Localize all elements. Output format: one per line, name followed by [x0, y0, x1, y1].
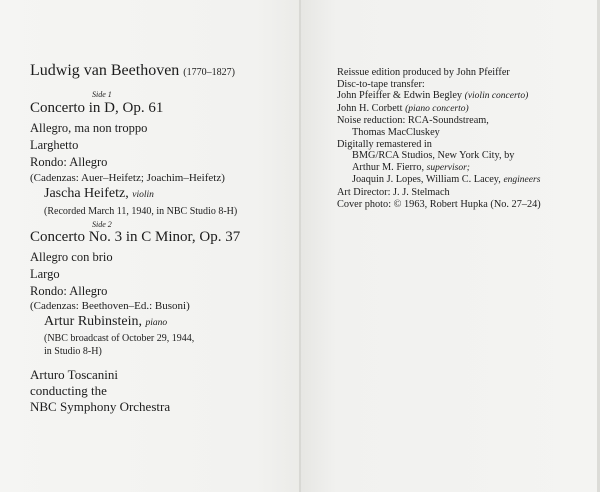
work-1-title: Concerto in D, Op. 61 [30, 100, 164, 116]
work-2-soloist [44, 314, 167, 330]
work-2-movement-3: Rondo: Allegro [30, 284, 108, 298]
credit-transfer-1 [337, 90, 587, 103]
credit-names: John Pfeiffer & Edwin Begley [337, 90, 463, 102]
conducting-text: conducting the [30, 383, 107, 398]
work-1-movement-2: Larghetto [30, 138, 79, 152]
credit-transfer-heading: Disc-to-tape transfer: [337, 78, 425, 90]
credit-role: (piano concerto) [405, 103, 469, 114]
credit-names: John H. Corbett [337, 102, 403, 114]
credit-names: Arthur M. Fierro, [352, 161, 425, 173]
credit-remaster-3 [337, 162, 587, 175]
credit-remaster-2: BMG/RCA Studios, New York City, by [352, 150, 515, 162]
side-1-label: Side 1 [92, 90, 112, 99]
credit-reissue: Reissue edition produced by John Pfeiffer [337, 67, 510, 78]
credit-remaster-1: Digitally remastered in [337, 138, 432, 150]
fold-crease [299, 0, 301, 492]
soloist-name: Artur Rubinstein, [44, 314, 142, 329]
soloist-instrument: violin [132, 190, 154, 200]
credit-names: Joaquin J. Lopes, William C. Lacey, [352, 174, 501, 186]
credit-transfer-2 [337, 103, 587, 116]
work-2-recording-info [44, 332, 194, 358]
composer-heading [30, 62, 235, 80]
credit-art-director: Art Director: J. J. Stelmach [337, 186, 450, 198]
composer-dates: (1770–1827) [183, 67, 235, 78]
work-1-recording-info: (Recorded March 11, 1940, in NBC Studio 8-H) [44, 206, 238, 217]
work-2-movement-1: Allegro con brio [30, 250, 113, 264]
credit-cover-photo: Cover photo: © 1963, Robert Hupka (No. 27–24) [337, 198, 541, 210]
credit-noise-2: Thomas MacCluskey [352, 126, 440, 138]
recording-line-2: in Studio 8-H) [44, 346, 102, 357]
credit-role: engineers [503, 175, 541, 186]
composer-name: Ludwig van Beethoven [30, 62, 180, 79]
credit-role: (violin concerto) [464, 91, 529, 102]
work-2-title: Concerto No. 3 in C Minor, Op. 37 [30, 229, 241, 245]
soloist-instrument: piano [145, 318, 168, 328]
work-1-cadenzas: (Cadenzas: Auer–Heifetz; Joachim–Heifetz) [30, 172, 225, 184]
work-2-movement-2: Largo [30, 267, 60, 281]
soloist-name: Jascha Heifetz, [44, 186, 129, 201]
recording-line-1: (NBC broadcast of October 29, 1944, [44, 333, 195, 344]
credit-remaster-4 [337, 174, 587, 187]
conductor-name: Arturo Toscanini [30, 367, 119, 382]
orchestra-name: NBC Symphony Orchestra [30, 399, 171, 414]
credit-noise-1: Noise reduction: RCA-Soundstream, [337, 115, 489, 127]
production-credits [337, 67, 587, 210]
side-2-label: Side 2 [92, 220, 112, 229]
work-1-movement-1: Allegro, ma non troppo [30, 121, 148, 135]
work-1-soloist [44, 186, 154, 202]
work-1-movement-3: Rondo: Allegro [30, 155, 108, 169]
work-2-cadenzas: (Cadenzas: Beethoven–Ed.: Busoni) [30, 300, 190, 312]
credit-role: supervisor; [426, 162, 470, 173]
